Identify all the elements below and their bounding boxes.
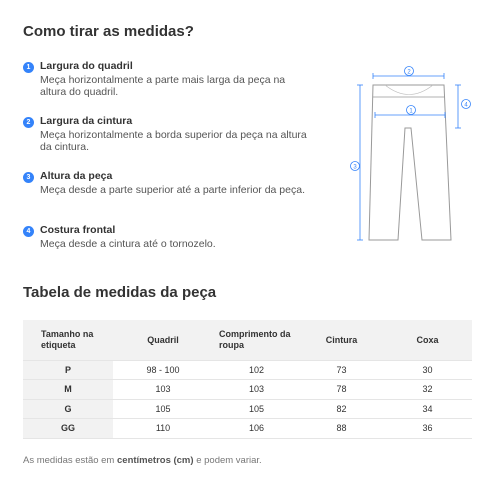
cell-hip: 103	[113, 380, 213, 400]
cell-thigh: 30	[383, 360, 472, 380]
cell-size: G	[23, 399, 113, 419]
footer-suffix: e podem variar.	[193, 455, 262, 466]
cell-thigh: 32	[383, 380, 472, 400]
cell-size: M	[23, 380, 113, 400]
pants-measurement-diagram	[345, 60, 475, 255]
step-description: Meça horizontalmente a borda superior da peça na altura da cintura.	[40, 129, 307, 153]
step-title: Costura frontal	[40, 224, 116, 236]
cell-hip: 105	[113, 399, 213, 419]
step-waist-width	[23, 115, 313, 155]
header-waist: Cintura	[300, 320, 383, 360]
step-garment-height	[23, 170, 313, 200]
footer-prefix: As medidas estão em	[23, 455, 117, 466]
header-hip: Quadril	[113, 320, 213, 360]
step-front-rise	[23, 224, 313, 254]
header-length: Comprimento da roupa	[213, 320, 300, 360]
marker-label-3: 3	[353, 164, 357, 171]
table-title: Tabela de medidas da peça	[23, 284, 217, 301]
table-row	[23, 399, 472, 419]
cell-waist: 78	[300, 380, 383, 400]
footer-note	[23, 455, 262, 466]
cell-waist: 82	[300, 399, 383, 419]
cell-size: GG	[23, 419, 113, 439]
header-thigh: Coxa	[383, 320, 472, 360]
cell-thigh: 34	[383, 399, 472, 419]
step-description: Meça desde a parte superior até a parte inferior da peça.	[40, 184, 305, 196]
marker-label-2: 2	[407, 69, 411, 76]
step-title: Altura da peça	[40, 170, 113, 182]
step-title: Largura da cintura	[40, 115, 133, 127]
header-size-label: Tamanho na etiqueta	[23, 320, 113, 360]
step-description: Meça desde a cintura até o tornozelo.	[40, 238, 216, 250]
cell-length: 102	[213, 360, 300, 380]
table-row	[23, 419, 472, 439]
cell-hip: 110	[113, 419, 213, 439]
step-description: Meça horizontalmente a parte mais larga da peça na altura do quadril.	[40, 74, 286, 98]
size-table	[23, 320, 472, 439]
step-hip-width	[23, 60, 313, 100]
cell-waist: 88	[300, 419, 383, 439]
marker-label-1: 1	[409, 108, 413, 115]
step-number-badge: 1	[23, 62, 34, 73]
footer-unit: centímetros (cm)	[117, 455, 194, 466]
step-number-badge: 3	[23, 172, 34, 183]
page-title: Como tirar as medidas?	[23, 23, 194, 40]
cell-length: 106	[213, 419, 300, 439]
step-number-badge: 4	[23, 226, 34, 237]
cell-length: 105	[213, 399, 300, 419]
cell-thigh: 36	[383, 419, 472, 439]
marker-label-4: 4	[464, 102, 468, 109]
step-number-badge: 2	[23, 117, 34, 128]
cell-length: 103	[213, 380, 300, 400]
waistband-detail	[385, 85, 433, 95]
cell-size: P	[23, 360, 113, 380]
cell-waist: 73	[300, 360, 383, 380]
table-row	[23, 380, 472, 400]
table-header-row	[23, 320, 472, 360]
cell-hip: 98 - 100	[113, 360, 213, 380]
step-title: Largura do quadril	[40, 60, 133, 72]
table-row	[23, 360, 472, 380]
